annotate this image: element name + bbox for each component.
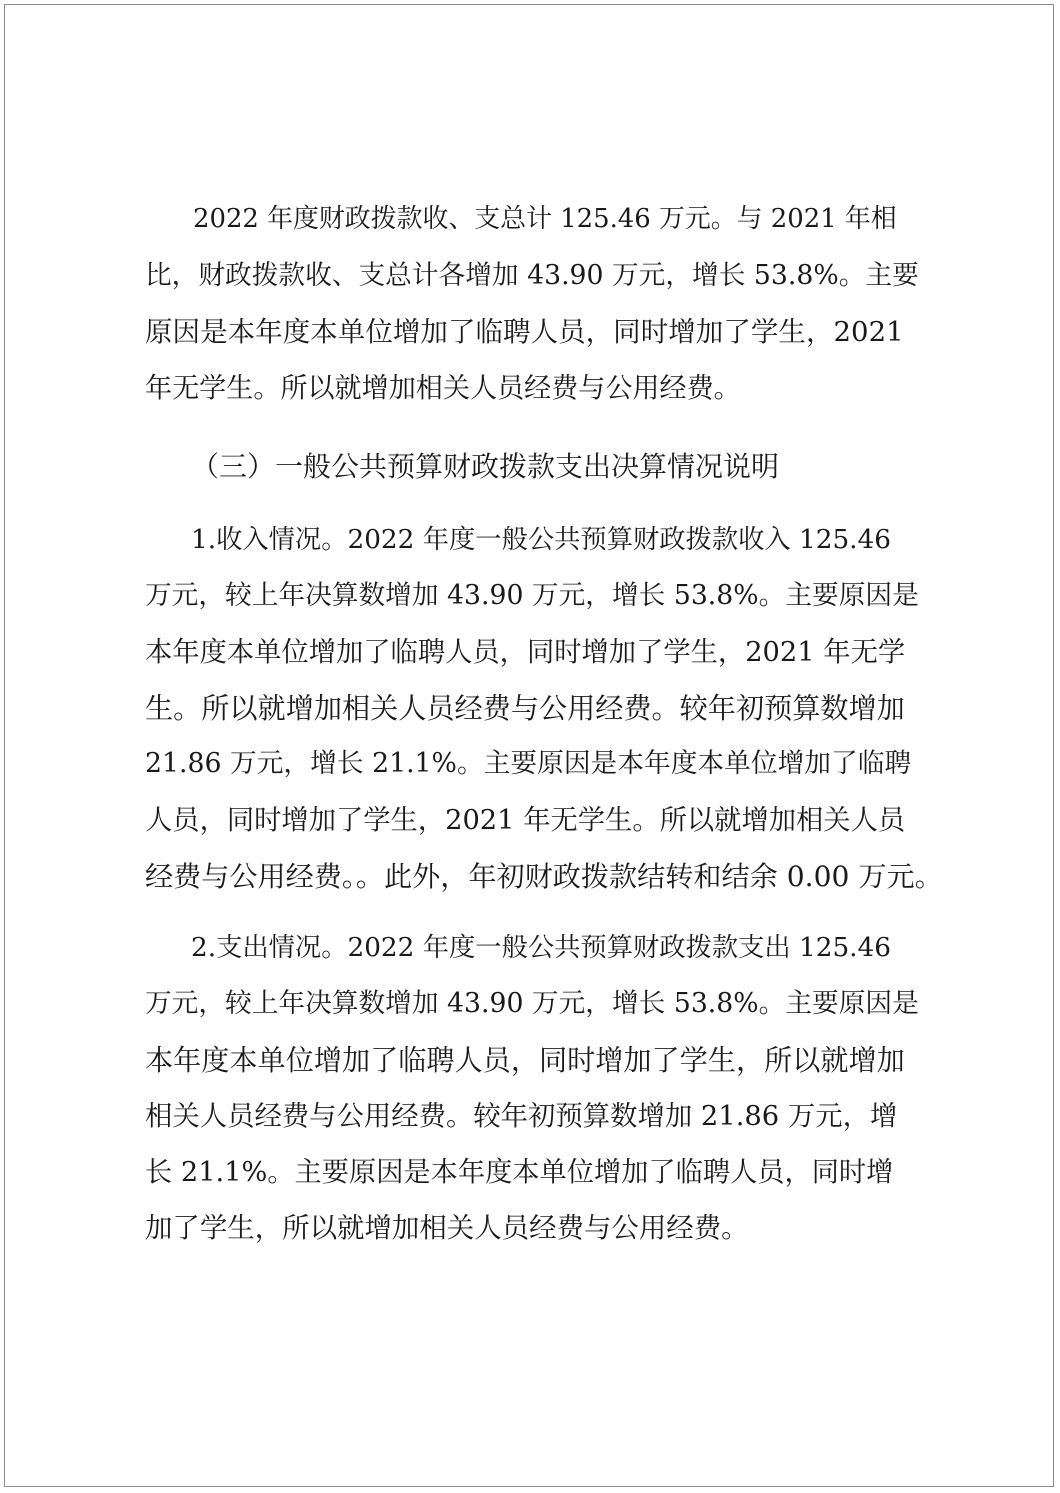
paragraph-line: 2.支出情况。2022 年度一般公共预算财政拨款支出 125.46 [191, 933, 891, 963]
paragraph-line: 比，财政拨款收、支总计各增加 43.90 万元，增长 53.8%。主要 [145, 260, 919, 291]
paragraph-line: 生。所以就增加相关人员经费与公用经费。较年初预算数增加 [145, 692, 905, 725]
paragraph-line: 1.收入情况。2022 年度一般公共预算财政拨款收入 125.46 [191, 525, 891, 555]
document-page [4, 4, 1054, 1487]
paragraph-line: 长 21.1%。主要原因是本年度本单位增加了临聘人员，同时增 [145, 1157, 894, 1188]
paragraph-line: 年无学生。所以就增加相关人员经费与公用经费。 [145, 373, 741, 404]
paragraph-line: 万元，较上年决算数增加 43.90 万元，增长 53.8%。主要原因是 [145, 580, 919, 611]
paragraph-line: 加了学生，所以就增加相关人员经费与公用经费。 [145, 1213, 749, 1244]
section-heading-text: （三）一般公共预算财政拨款支出决算情况说明 [191, 450, 780, 483]
paragraph-line: 万元，较上年决算数增加 43.90 万元，增长 53.8%。主要原因是 [145, 988, 919, 1019]
paragraph-line: 21.86 万元，增长 21.1%。主要原因是本年度本单位增加了临聘 [145, 748, 912, 779]
paragraph-line: 人员，同时增加了学生，2021 年无学生。所以就增加相关人员 [145, 805, 906, 836]
paragraph-line: 原因是本年度本单位增加了临聘人员，同时增加了学生，2021 [145, 316, 904, 348]
paragraph-line: 相关人员经费与公用经费。较年初预算数增加 21.86 万元，增 [145, 1101, 898, 1132]
paragraph-line: 2022 年度财政拨款收、支总计 125.46 万元。与 2021 年相 [193, 204, 897, 234]
paragraph-line: 经费与公用经费。。此外，年初财政拨款结转和结余 0.00 万元。 [145, 860, 943, 893]
paragraph-line: 本年度本单位增加了临聘人员，同时增加了学生，所以就增加 [145, 1044, 905, 1077]
paragraph-line: 本年度本单位增加了临聘人员，同时增加了学生，2021 年无学 [145, 637, 906, 668]
